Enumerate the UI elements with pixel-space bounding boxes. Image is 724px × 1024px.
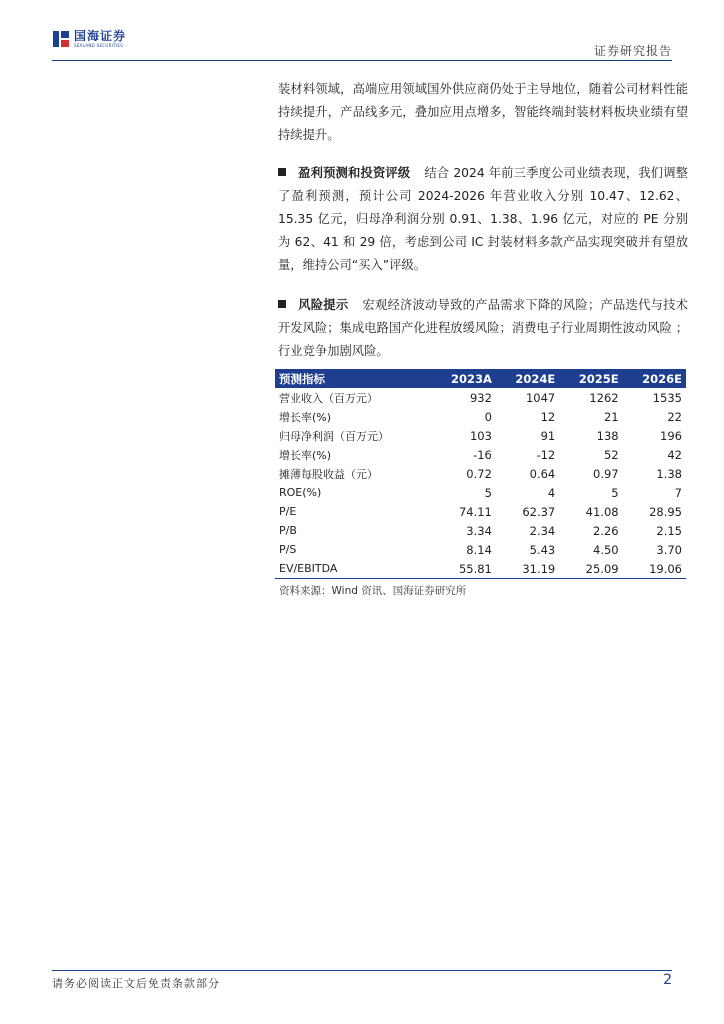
table-cell: 2.26 xyxy=(593,523,619,538)
table-cell: 0.64 xyxy=(529,466,556,481)
table-cell: 41.08 xyxy=(585,504,619,519)
table-cell: 8.14 xyxy=(466,542,492,557)
table-cell: 28.95 xyxy=(649,504,682,519)
table-cell: 2.15 xyxy=(656,523,682,538)
page-number: 2 xyxy=(663,972,672,988)
table-row xyxy=(275,407,686,426)
table-cell: 1535 xyxy=(652,390,682,405)
row-label: P/B xyxy=(279,524,297,537)
table-cell: 12 xyxy=(540,409,556,424)
table-cell: 7 xyxy=(674,485,682,500)
table-row xyxy=(275,464,686,483)
table-row xyxy=(275,426,686,445)
table-row xyxy=(275,388,686,407)
table-cell: 25.09 xyxy=(559,559,622,579)
main-content xyxy=(278,78,688,363)
table-row xyxy=(275,483,686,502)
table-cell: 5 xyxy=(484,485,492,500)
row-label: 归母净利润（百万元） xyxy=(279,429,389,443)
logo-en-text: SEALAND SECURITIES xyxy=(74,43,124,48)
row-label: 增长率(%) xyxy=(279,448,332,462)
table-header-cell: 2023A xyxy=(431,369,496,388)
table-row xyxy=(275,502,686,521)
table-cell: 55.81 xyxy=(431,559,496,579)
table-header-cell: 2024E xyxy=(496,369,559,388)
company-logo xyxy=(52,30,126,48)
square-bullet-icon xyxy=(278,168,286,176)
table-cell: 2.34 xyxy=(529,523,556,538)
forecast-text: 结合 2024 年前三季度公司业绩表现，我们调整了盈利预测，预计公司 2024-2026 年营业收入分别 10.47、12.62、15.35 亿元，归母净利润分别 0.91、1.38、1.96 亿元，对应的 PE 分别为 62、41 和 29 倍，考虑到公司 IC 封装材料多款产品实现突破并有望放量，维持公司“买入”评级。 xyxy=(278,166,688,272)
page-header xyxy=(0,0,724,62)
table-cell: 0 xyxy=(484,409,492,424)
table-cell: 74.11 xyxy=(458,504,492,519)
table-row xyxy=(275,521,686,540)
report-type: 证券研究报告 xyxy=(593,44,672,58)
footer-disclaimer: 请务必阅读正文后免责条款部分 xyxy=(52,977,220,990)
table-cell: 3.70 xyxy=(656,542,682,557)
table-cell: 932 xyxy=(469,390,492,405)
row-label: P/S xyxy=(279,543,297,556)
sealand-logo-icon xyxy=(52,30,70,48)
row-label: 摊薄每股收益（元） xyxy=(279,467,378,481)
table-cell: 5.43 xyxy=(529,542,556,557)
row-label: 增长率(%) xyxy=(279,410,332,424)
table-cell: 1262 xyxy=(589,390,619,405)
table-cell: 1047 xyxy=(525,390,556,405)
forecast-paragraph xyxy=(278,162,688,277)
table-row xyxy=(275,559,686,579)
table-cell: 4.50 xyxy=(593,542,619,557)
table-cell: 103 xyxy=(469,428,492,443)
forecast-title: 盈利预测和投资评级 xyxy=(298,166,411,180)
table-cell: 5 xyxy=(611,485,619,500)
table-header-cell: 2026E xyxy=(623,369,686,388)
table-cell: 21 xyxy=(603,409,619,424)
row-label: ROE(%) xyxy=(279,486,322,499)
table-cell: 22 xyxy=(667,409,682,424)
table-cell: 0.97 xyxy=(593,466,619,481)
row-label: 营业收入（百万元） xyxy=(279,391,378,405)
intro-paragraph: 装材料领域，高端应用领域国外供应商仍处于主导地位，随着公司材料性能持续提升，产品线多元，叠加应用点增多，智能终端封装材料板块业绩有望持续提升。 xyxy=(278,82,688,142)
table-header-row xyxy=(275,369,686,388)
table-cell: 19.06 xyxy=(623,559,686,579)
table-cell: 138 xyxy=(596,428,619,443)
table-cell: 4 xyxy=(547,485,556,500)
table-cell: 42 xyxy=(667,447,682,462)
table-cell: -12 xyxy=(536,447,556,462)
table-cell: 62.37 xyxy=(522,504,556,519)
table-cell: 1.38 xyxy=(656,466,682,481)
table-cell: -16 xyxy=(473,447,492,462)
risk-text: 宏观经济波动导致的产品需求下降的风险；产品迭代与技术开发风险；集成电路国产化进程放缓风险；消费电子行业周期性波动风险 ；行业竞争加剧风险。 xyxy=(278,298,688,358)
header-divider xyxy=(52,60,672,61)
table-cell: 31.19 xyxy=(496,559,559,579)
table-cell: 0.72 xyxy=(466,466,492,481)
table-cell: 3.34 xyxy=(466,523,492,538)
table-header-cell: 预测指标 xyxy=(275,369,431,388)
table-row xyxy=(275,540,686,559)
table-header-cell: 2025E xyxy=(559,369,622,388)
footer-divider xyxy=(52,970,672,971)
table-source: 资料来源：Wind 资讯、国海证券研究所 xyxy=(279,585,467,597)
logo-cn-text: 国海证券 xyxy=(74,29,127,43)
table-row xyxy=(275,445,686,464)
risk-title: 风险提示 xyxy=(298,298,349,312)
table-cell: 52 xyxy=(603,447,619,462)
table-cell: 196 xyxy=(660,428,682,443)
row-label: EV/EBITDA xyxy=(275,559,431,579)
square-bullet-icon xyxy=(278,300,286,308)
risk-paragraph xyxy=(278,294,688,363)
table-cell: 91 xyxy=(540,428,556,443)
row-label: P/E xyxy=(279,505,297,518)
forecast-table xyxy=(275,369,686,579)
